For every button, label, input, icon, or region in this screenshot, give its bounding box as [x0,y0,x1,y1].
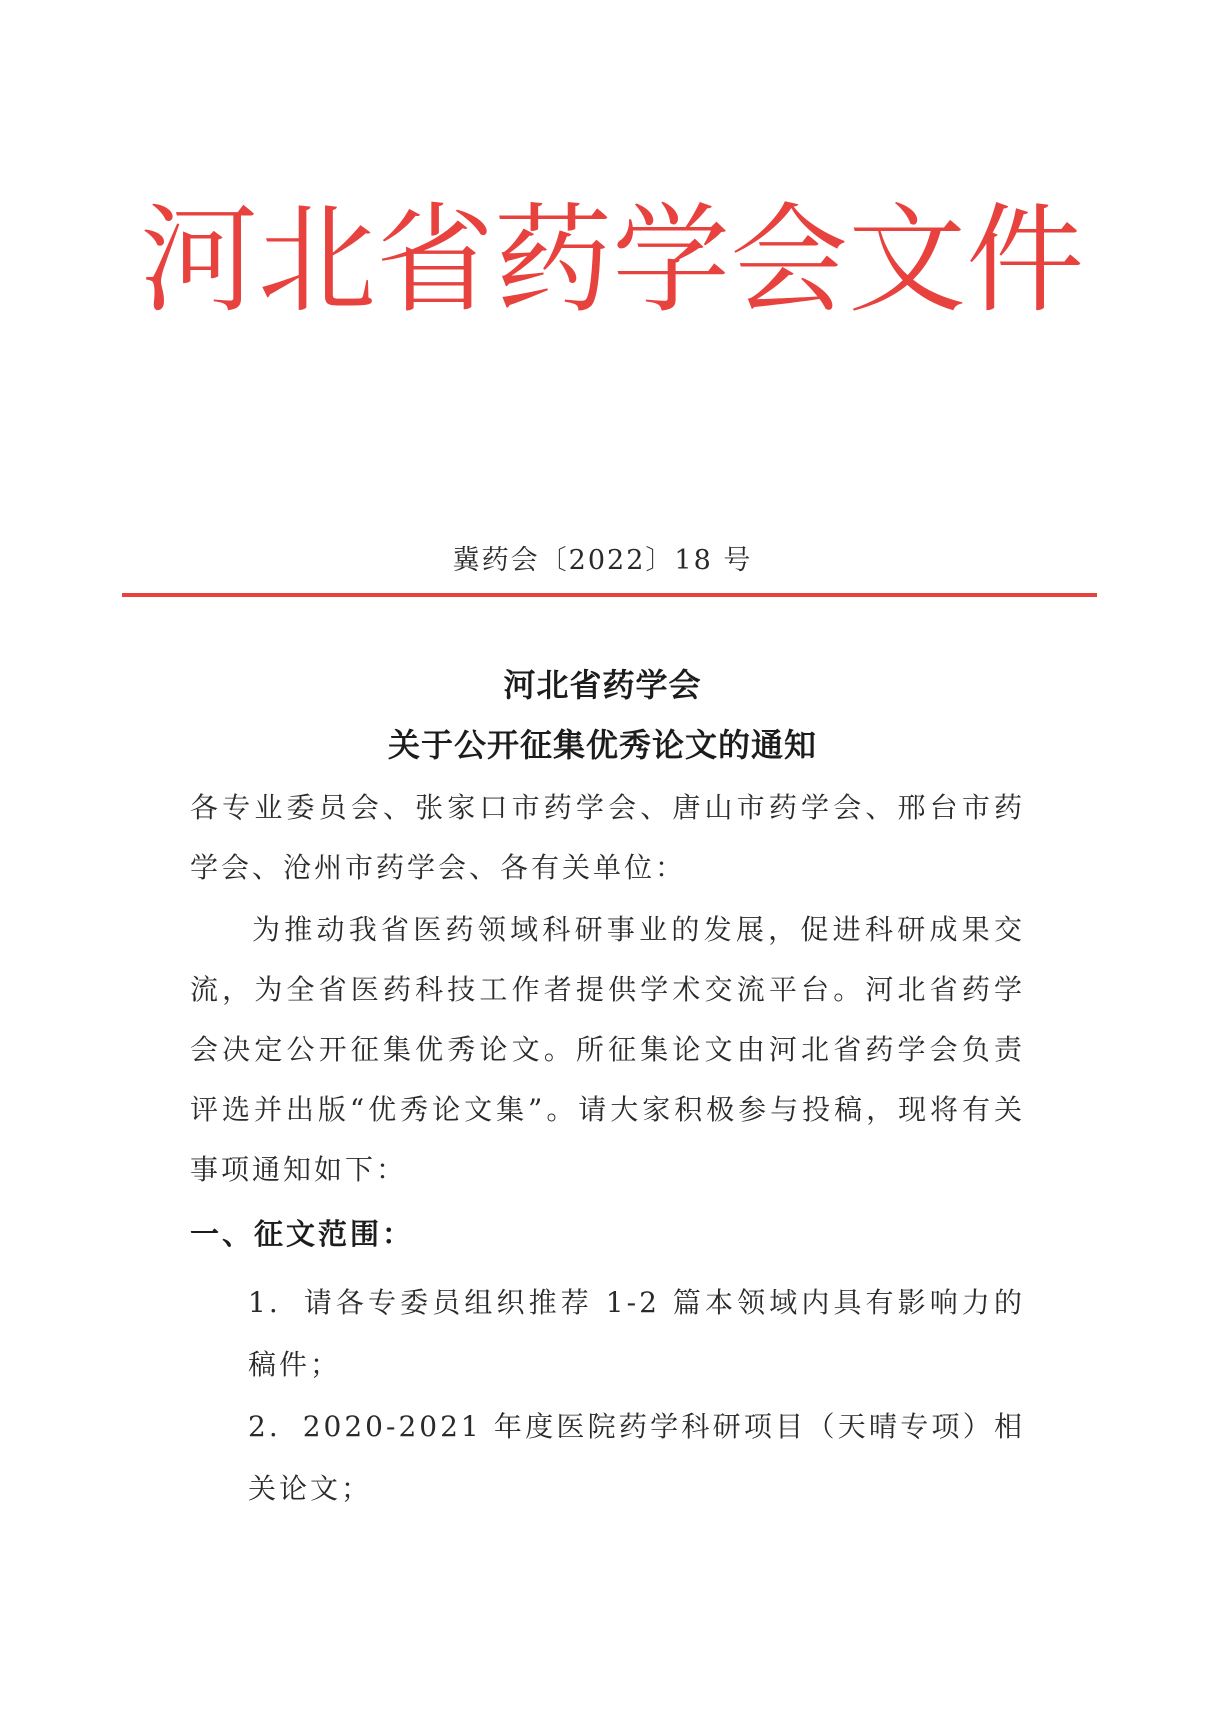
red-divider-line [122,593,1097,597]
list-item-text: 请各专委员组织推荐 1-2 篇本领域内具有影响力的稿件； [248,1286,1025,1381]
masthead-char: 省 [376,191,495,329]
masthead-char: 药 [494,191,613,329]
masthead-char: 件 [966,191,1085,329]
masthead-char: 北 [258,191,377,329]
list-item-number: 2. [248,1410,281,1443]
body-paragraph: 为推动我省医药领域科研事业的发展，促进科研成果交流，为全省医药科技工作者提供学术交流平台。河北省药学会决定公开征集优秀论文。所征集论文由河北省药学会负责评选并出版“优秀论文集”。请大家积极参与投稿，现将有关事项通知如下： [190,913,1025,1186]
masthead-char: 河 [140,191,259,329]
list-item-number: 1. [248,1286,281,1319]
salutation: 各专业委员会、张家口市药学会、唐山市药学会、邢台市药学会、沧州市药学会、各有关单位： [190,791,1025,884]
masthead-char: 会 [730,191,849,329]
notice-title-line1: 河北省药学会 [503,666,702,704]
section-heading: 一、征文范围： [190,1217,415,1251]
list-item-text: 2020-2021 年度医院药学科研项目（天晴专项）相关论文； [248,1410,1025,1505]
list-item [248,1396,1025,1520]
masthead-char: 文 [848,191,967,329]
masthead-char: 学 [612,191,731,329]
list-item [248,1272,1025,1396]
notice-title-line2: 关于公开征集优秀论文的通知 [387,726,817,764]
masthead [140,180,1085,340]
document-number: 冀药会〔2022〕18 号 [452,545,753,576]
